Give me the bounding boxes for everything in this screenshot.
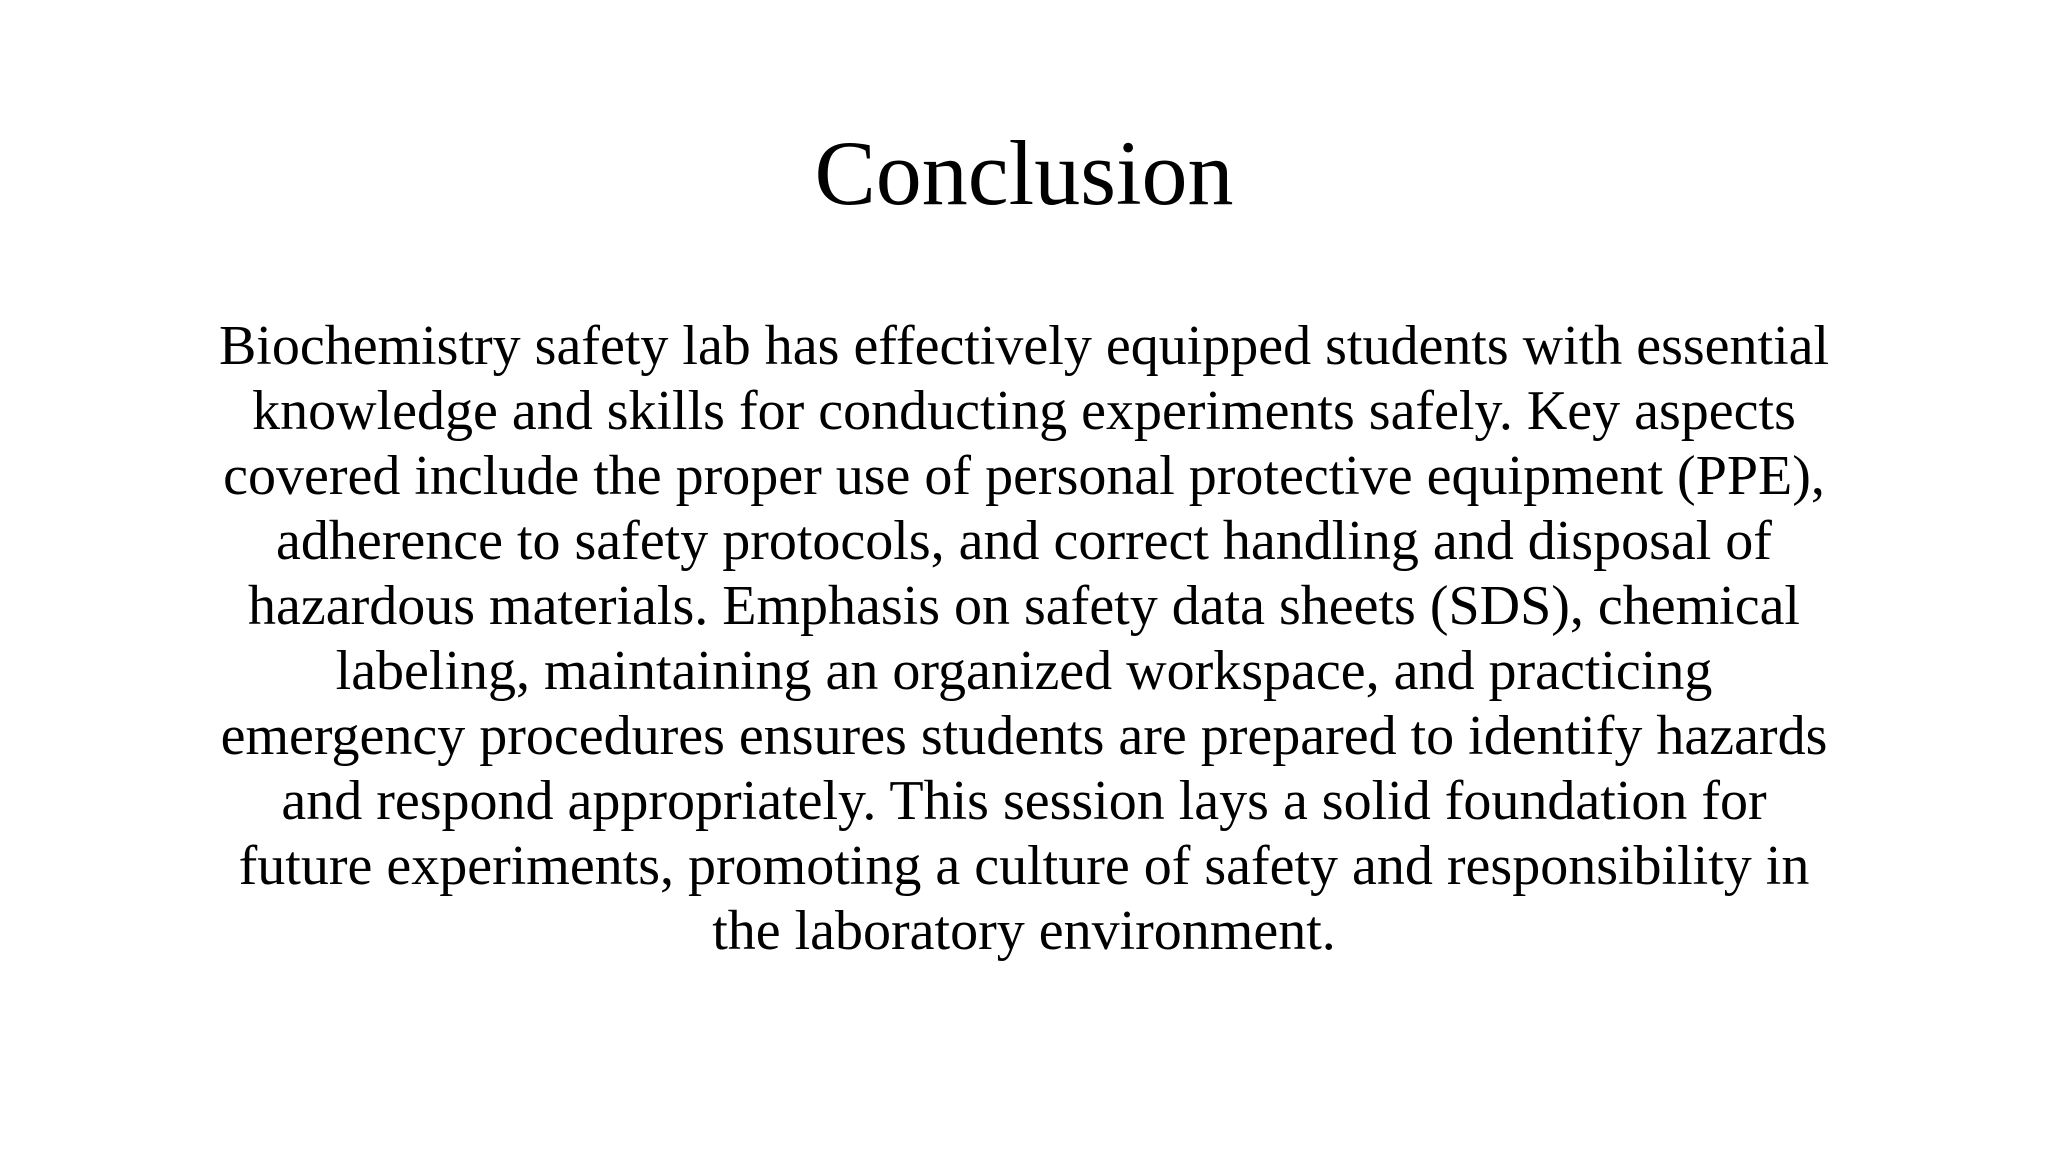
body-line: knowledge and skills for conducting experiments safely. Key aspects: [252, 380, 1796, 442]
slide-title: Conclusion: [814, 122, 1234, 224]
body-line: adherence to safety protocols, and correct handling and disposal of: [276, 510, 1772, 572]
body-line: Biochemistry safety lab has effectively equipped students with essential: [218, 315, 1830, 377]
body-line: future experiments, promoting a culture of safety and responsibility in: [238, 835, 1810, 897]
body-line: hazardous materials. Emphasis on safety data sheets (SDS), chemical: [248, 575, 1800, 637]
body-line: covered include the proper use of personal protective equipment (PPE),: [223, 445, 1825, 507]
body-line: labeling, maintaining an organized workspace, and practicing: [335, 640, 1713, 702]
slide-body: [150, 314, 1898, 964]
body-line: the laboratory environment.: [712, 900, 1336, 962]
body-line: and respond appropriately. This session lays a solid foundation for: [281, 770, 1767, 832]
body-line: emergency procedures ensures students are prepared to identify hazards: [220, 705, 1828, 767]
